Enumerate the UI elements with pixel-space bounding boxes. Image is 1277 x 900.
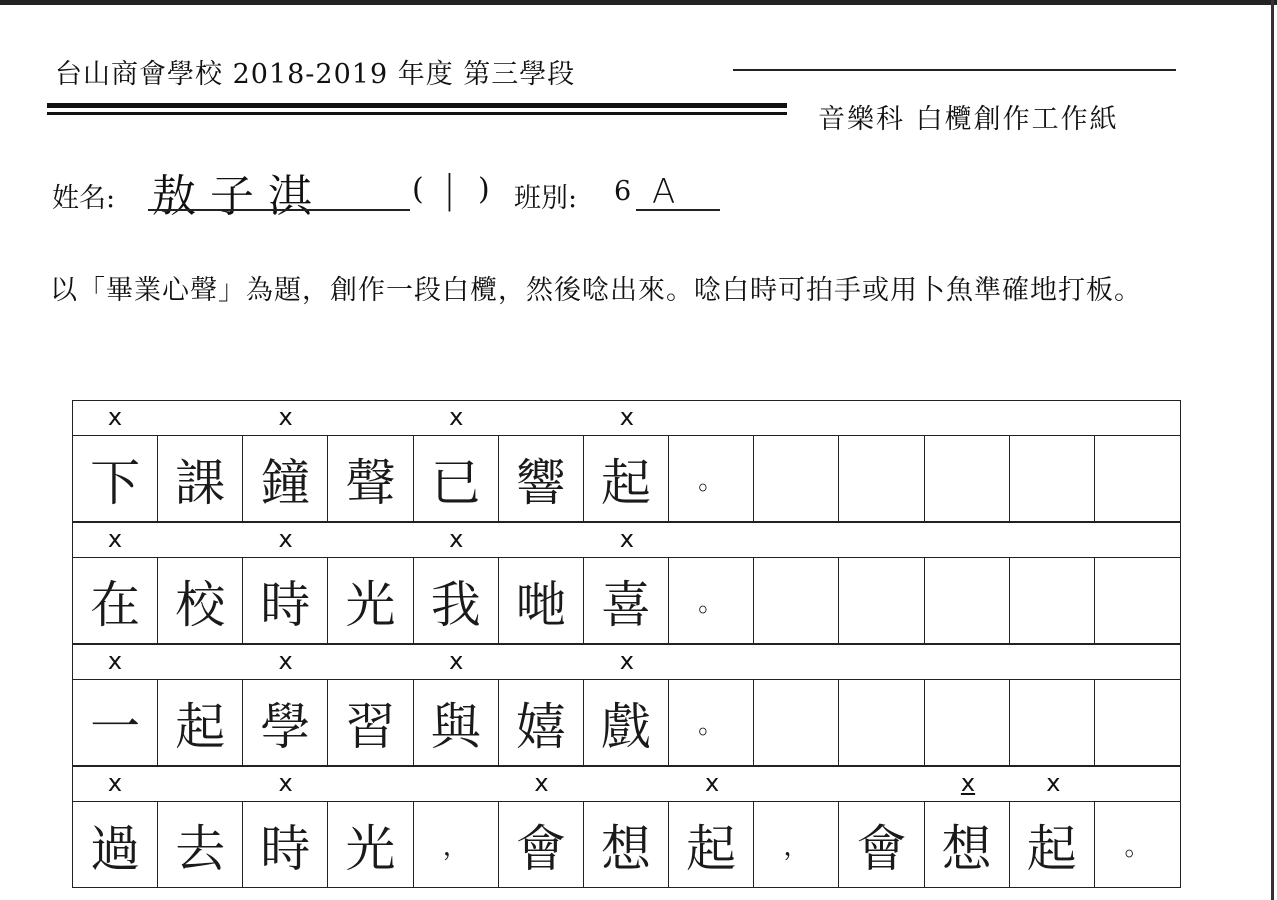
number-open: ( [412,172,424,207]
beat-mark-row [72,766,1181,801]
beat-mark: x [449,525,464,553]
beat-mark: x [1046,769,1061,797]
char-cell: 。 [669,680,754,765]
instructions: 以「畢業心聲」為題，創作一段白欖，然後唸出來。唸白時可拍手或用卜魚準確地打板。 [50,275,1142,306]
char-cell: 去 [158,802,243,887]
writing-grid [72,400,1181,888]
char-cell: 聲 [328,436,413,521]
beat-mark: x [278,769,293,797]
beat-mark: x [278,525,293,553]
beat-mark: x [278,647,293,675]
char-cell: 起 [669,802,754,887]
beat-mark-row [72,644,1181,679]
beat-mark: x [107,403,123,431]
char-cell: 光 [328,802,413,887]
char-cell: 校 [158,558,243,643]
char-cell: 哋 [499,558,584,643]
char-cell [754,558,839,643]
class-label: 班別: [514,183,578,214]
char-cell: 時 [243,802,328,887]
student-name: 敖子淇 [152,171,326,222]
name-underline [148,209,410,211]
char-cell: 習 [328,680,413,765]
char-cell [754,436,839,521]
char-cell: 我 [414,558,499,643]
char-cell: 起 [584,436,669,521]
header-rule-thin [733,69,1176,71]
page-right-border [1271,0,1274,900]
char-cell: ， [754,802,839,887]
subject-title: 音樂科 白欖創作工作紙 [818,104,1119,135]
char-cell: 與 [414,680,499,765]
char-cell: 想 [925,802,1010,887]
beat-mark: x [619,403,634,431]
page-top-border [0,0,1277,5]
char-cell: 學 [243,680,328,765]
beat-mark: x [278,403,293,431]
char-cell: 鐘 [243,436,328,521]
school-header: 台山商會學校 2018-2019 年度 第三學段 [55,59,576,90]
char-cell: ， [414,802,499,887]
beat-mark-row [72,522,1181,557]
char-cell [839,558,924,643]
char-cell: 想 [584,802,669,887]
char-cell: 喜 [584,558,669,643]
char-cell: 會 [839,802,924,887]
beat-mark-row [72,400,1181,435]
number-close: ) [478,172,490,207]
char-row [72,679,1181,766]
char-cell: 一 [73,680,158,765]
name-label: 姓名: [52,183,116,214]
beat-mark: x [449,403,464,431]
char-cell [1010,680,1095,765]
beat-mark: x [449,647,464,675]
char-cell [925,436,1010,521]
char-cell: 。 [669,558,754,643]
char-cell [1095,436,1180,521]
beat-mark: x [960,769,976,797]
char-cell: 課 [158,436,243,521]
char-cell: 。 [669,436,754,521]
char-row [72,435,1181,522]
char-cell [925,680,1010,765]
char-cell [839,436,924,521]
char-cell: 時 [243,558,328,643]
char-cell: 已 [414,436,499,521]
char-cell: 在 [73,558,158,643]
char-row [72,557,1181,644]
char-cell [839,680,924,765]
char-cell [754,680,839,765]
char-cell: 戲 [584,680,669,765]
beat-mark: x [619,647,634,675]
beat-mark: x [704,769,720,797]
beat-mark: x [534,769,549,797]
class-value: A [652,172,676,212]
char-cell: 起 [158,680,243,765]
char-cell: 下 [73,436,158,521]
class-underline [636,209,720,211]
beat-mark: x [107,769,123,797]
char-cell [1010,558,1095,643]
char-cell [1010,436,1095,521]
char-cell: 。 [1124,832,1151,862]
char-row [72,801,1181,888]
char-cell [1095,680,1180,765]
header-rule-double [47,103,787,119]
char-cell: 嬉 [499,680,584,765]
char-cell [1095,558,1180,643]
char-cell [925,558,1010,643]
char-cell: 光 [328,558,413,643]
char-cell: 過 [73,802,158,887]
beat-mark: x [107,525,123,553]
student-number: | [443,167,456,211]
beat-mark: x [619,525,634,553]
char-cell: 起 [1010,802,1095,887]
char-cell: 響 [499,436,584,521]
beat-mark: x [107,647,123,675]
class-prefix: 6 [614,176,632,207]
char-cell: 會 [499,802,584,887]
